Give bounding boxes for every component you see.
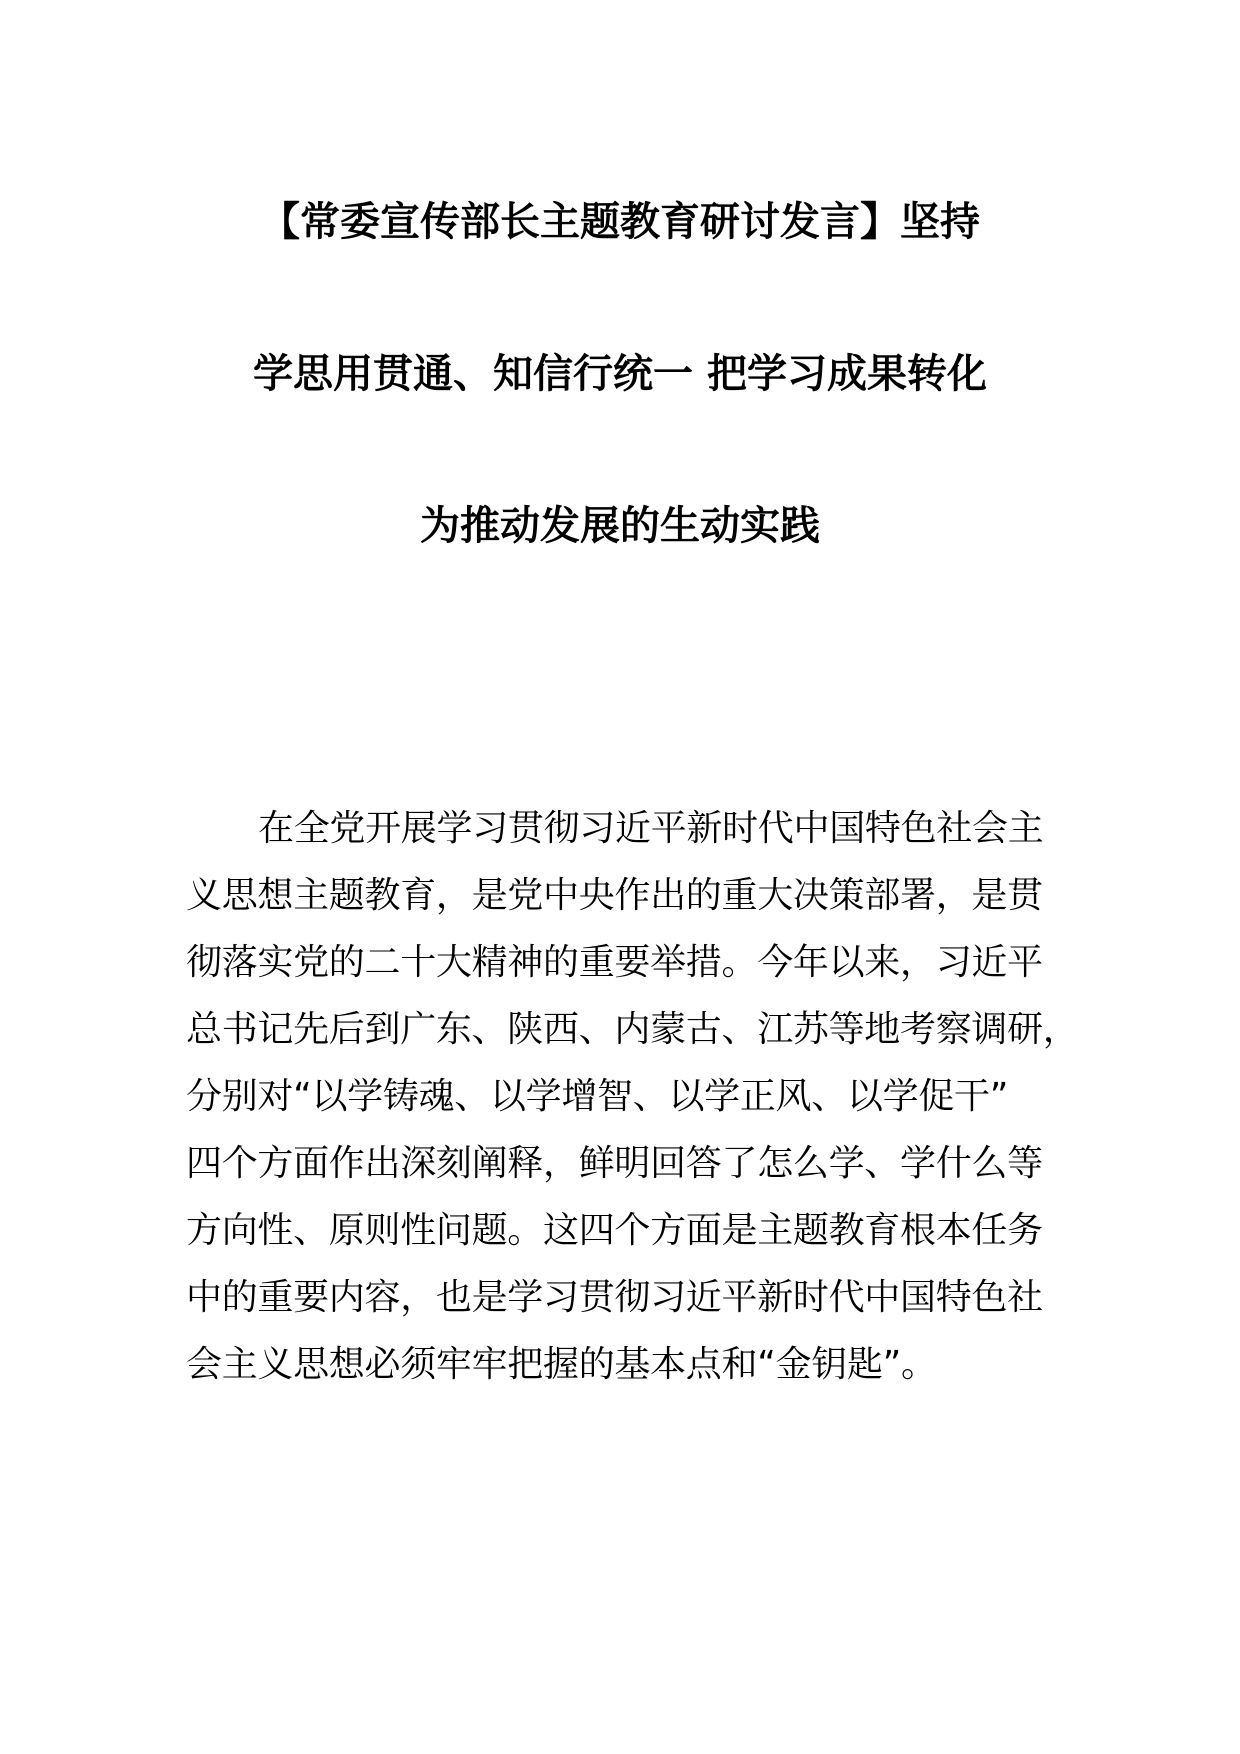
paragraph-line-8: 中的重要内容，也是学习贯彻习近平新时代中国特色社	[186, 1277, 1043, 1318]
body-paragraph	[186, 795, 1086, 1398]
paragraph-line-2: 义思想主题教育，是党中央作出的重大决策部署，是贯	[186, 875, 1043, 916]
paragraph-line-9: 会主义思想必须牢牢把握的基本点和“金钥匙”。	[186, 1344, 937, 1385]
paragraph-line-1: 在全党开展学习贯彻习近平新时代中国特色社会主	[258, 808, 1044, 849]
title-line-2: 学思用贯通、知信行统一 把学习成果转化	[253, 351, 987, 397]
paragraph-line-4: 总书记先后到广东、陕西、内蒙古、江苏等地考察调研，	[186, 1009, 1079, 1050]
title-line-3: 为推动发展的生动实践	[420, 503, 820, 549]
paragraph-line-3: 彻落实党的二十大精神的重要举措。今年以来，习近平	[186, 942, 1043, 983]
paragraph-line-5: 分别对“以学铸魂、以学增智、以学正风、以学促干”	[186, 1076, 1009, 1117]
document-title	[150, 196, 1090, 552]
paragraph-line-7: 方向性、原则性问题。这四个方面是主题教育根本任务	[186, 1210, 1043, 1251]
title-line-1: 【常委宣传部长主题教育研讨发言】坚持	[260, 199, 980, 245]
paragraph-line-6: 四个方面作出深刻阐释，鲜明回答了怎么学、学什么等	[186, 1143, 1043, 1184]
